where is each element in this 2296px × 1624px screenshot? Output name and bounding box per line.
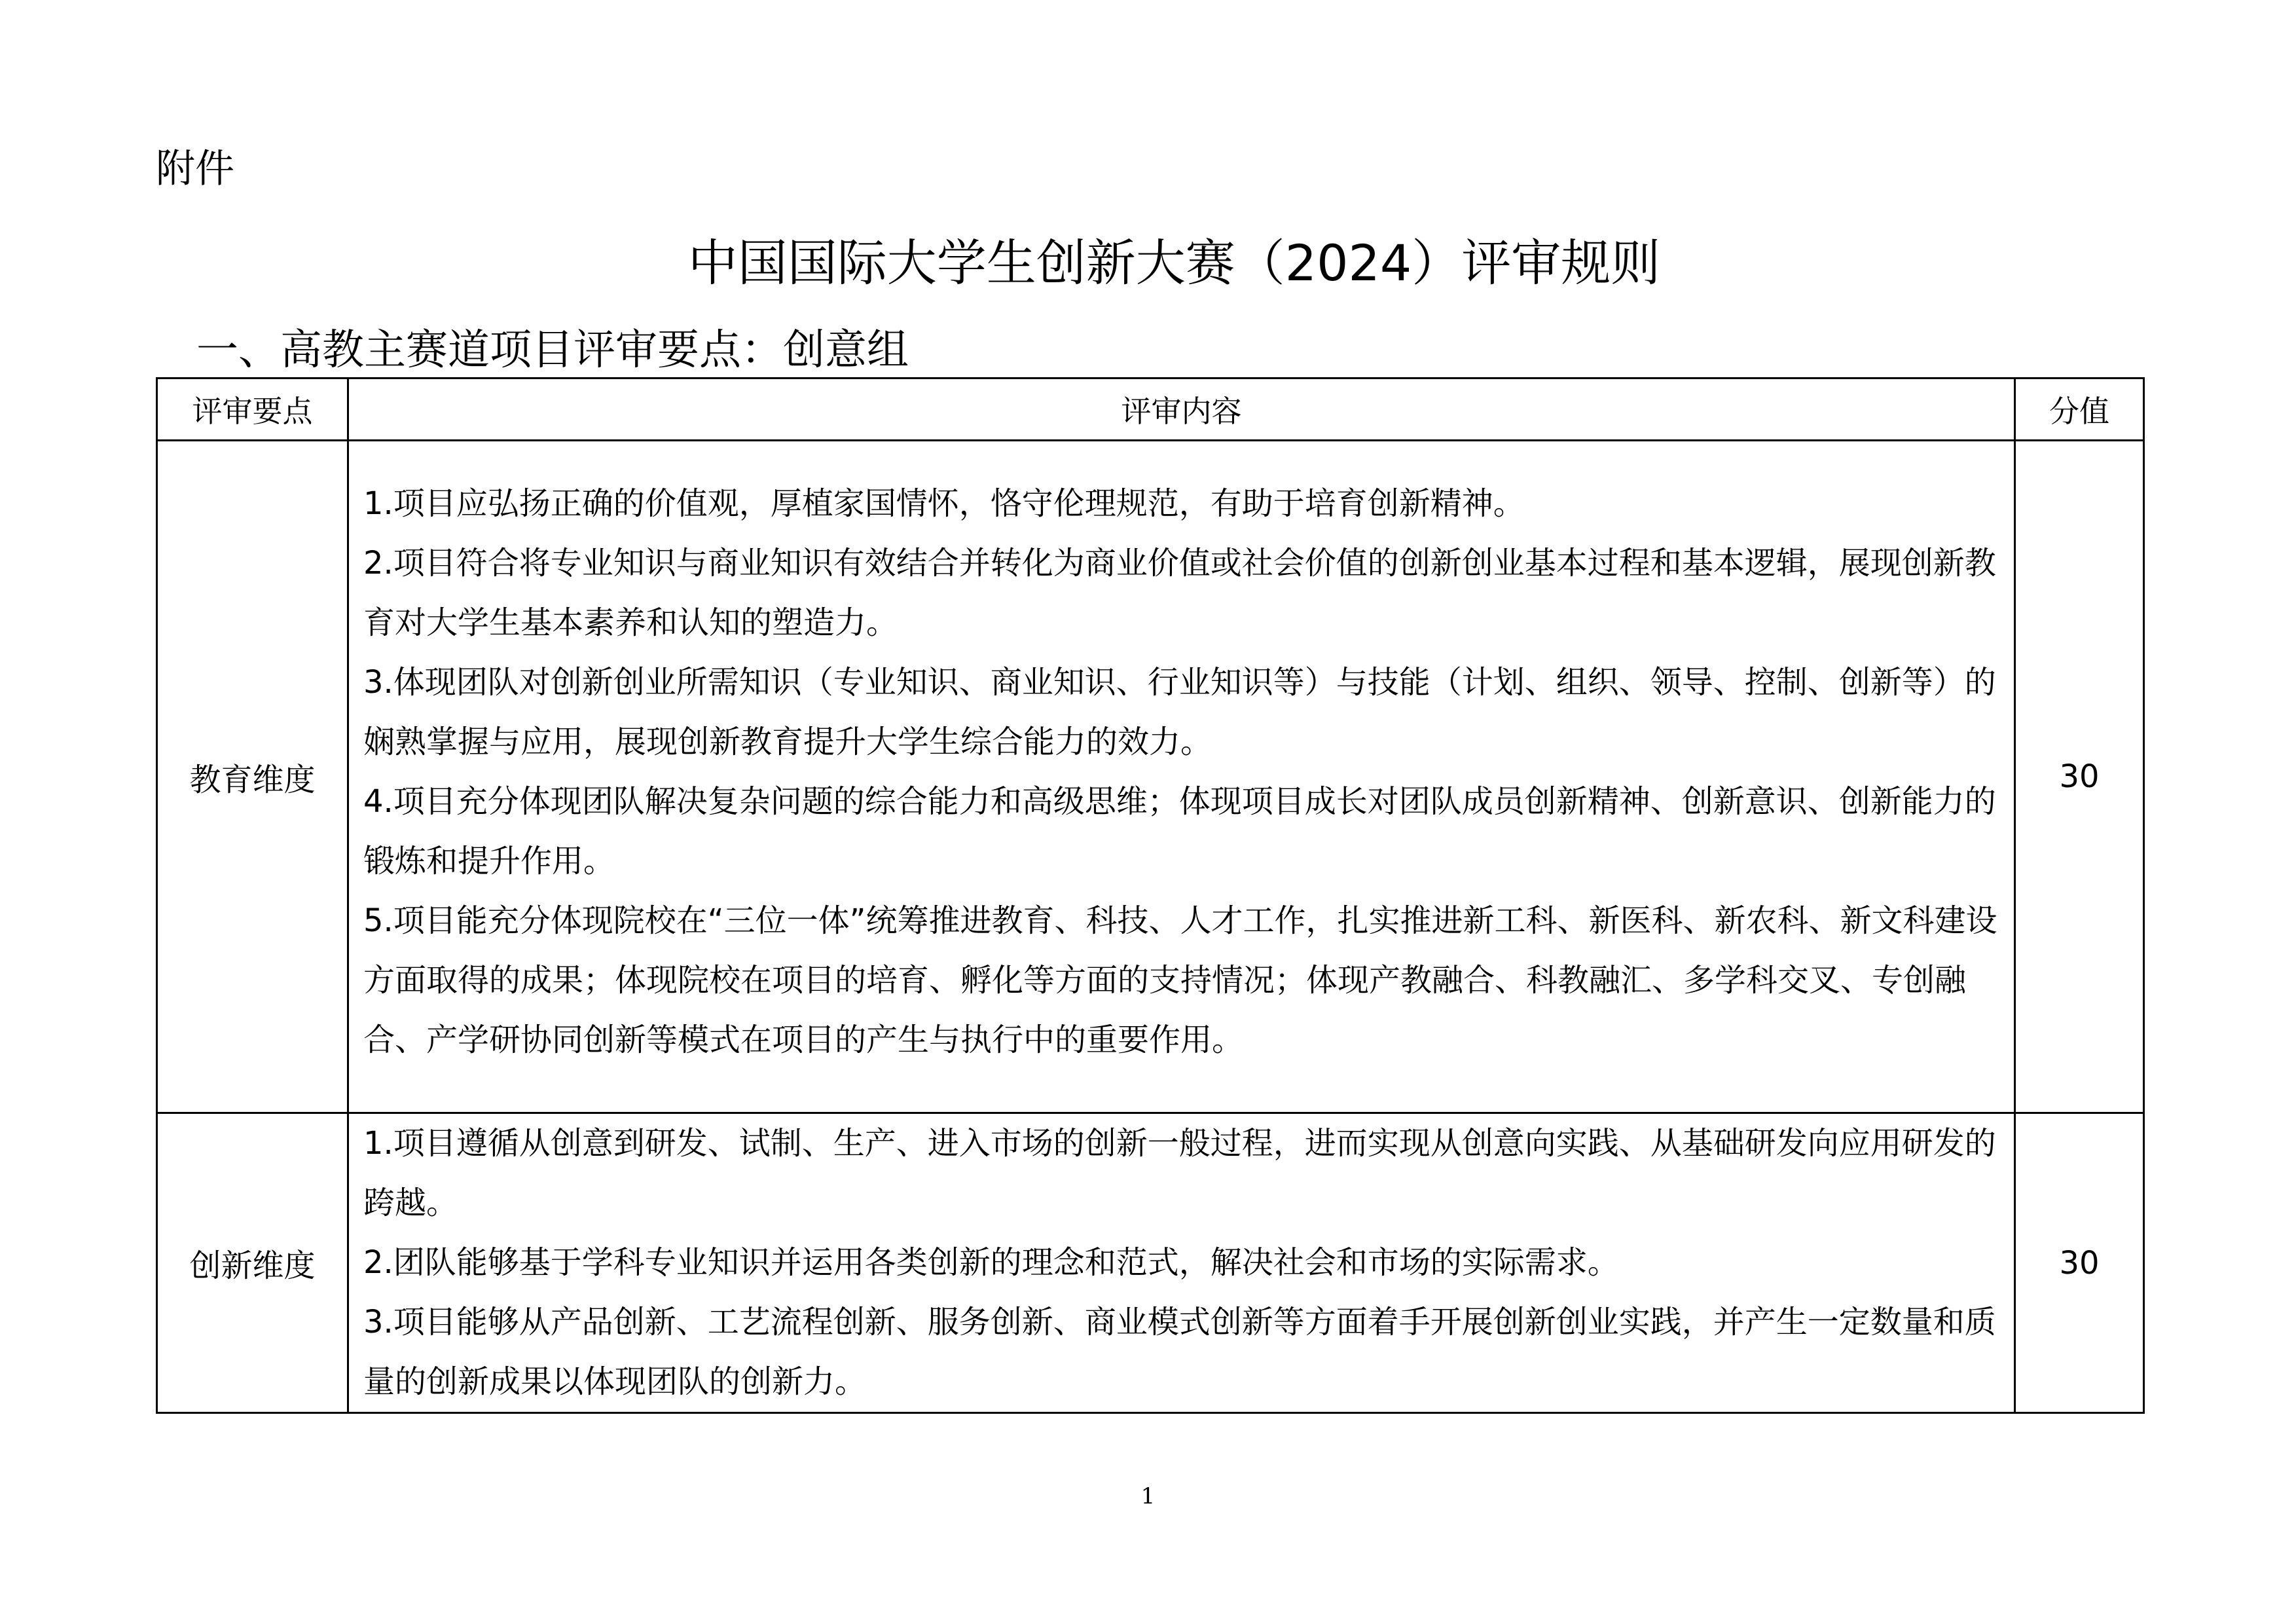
score-education: 30 bbox=[2015, 441, 2144, 1113]
header-review-content: 评审内容 bbox=[348, 378, 2015, 441]
attachment-label: 附件 bbox=[156, 146, 234, 192]
criterion-item: 1.项目应弘扬正确的价值观，厚植家国情怀，恪守伦理规范，有助于培育创新精神。 bbox=[363, 485, 1525, 522]
criterion-item: 4.项目充分体现团队解决复杂问题的综合能力和高级思维；体现项目成长对团队成员创新精神、创新意识、创新能力的锻炼和提升作用。 bbox=[363, 783, 1996, 879]
criterion-item: 2.团队能够基于学科专业知识并运用各类创新的理念和范式，解决社会和市场的实际需求。 bbox=[363, 1244, 1619, 1281]
table-row-innovation bbox=[157, 1113, 2144, 1413]
review-criteria-table bbox=[156, 377, 2145, 1414]
criterion-item: 1.项目遵循从创意到研发、试制、生产、进入市场的创新一般过程，进而实现从创意向实践、从基础研发向应用研发的跨越。 bbox=[363, 1125, 1996, 1221]
header-review-point: 评审要点 bbox=[157, 378, 348, 441]
document-title: 中国国际大学生创新大赛（2024）评审规则 bbox=[687, 234, 1661, 292]
review-content-innovation bbox=[348, 1113, 2015, 1413]
review-content-education bbox=[348, 441, 2015, 1113]
section-heading: 一、高教主赛道项目评审要点：创意组 bbox=[196, 326, 909, 375]
criterion-item: 5.项目能充分体现院校在“三位一体”统筹推进教育、科技、人才工作，扎实推进新工科、新医科、新农科、新文科建设方面取得的成果；体现院校在项目的培育、孵化等方面的支持情况；体现产教融合、科教融汇、多学科交叉、专创融合、产学研协同创新等模式在项目的产生与执行中的重要作用。 bbox=[363, 902, 1997, 1058]
table-row-education bbox=[157, 441, 2144, 1113]
criterion-item: 3.项目能够从产品创新、工艺流程创新、服务创新、商业模式创新等方面着手开展创新创业实践，并产生一定数量和质量的创新成果以体现团队的创新力。 bbox=[363, 1304, 1996, 1400]
page-number: 1 bbox=[1140, 1483, 1156, 1509]
review-point-innovation: 创新维度 bbox=[157, 1113, 348, 1413]
review-point-education: 教育维度 bbox=[157, 441, 348, 1113]
criterion-item: 2.项目符合将专业知识与商业知识有效结合并转化为商业价值或社会价值的创新创业基本过程和基本逻辑，展现创新教育对大学生基本素养和认知的塑造力。 bbox=[363, 545, 1996, 641]
header-score: 分值 bbox=[2015, 378, 2144, 441]
score-innovation: 30 bbox=[2015, 1113, 2144, 1413]
table-header-row bbox=[157, 378, 2144, 441]
criterion-item: 3.体现团队对创新创业所需知识（专业知识、商业知识、行业知识等）与技能（计划、组织、领导、控制、创新等）的娴熟掌握与应用，展现创新教育提升大学生综合能力的效力。 bbox=[363, 664, 1996, 760]
